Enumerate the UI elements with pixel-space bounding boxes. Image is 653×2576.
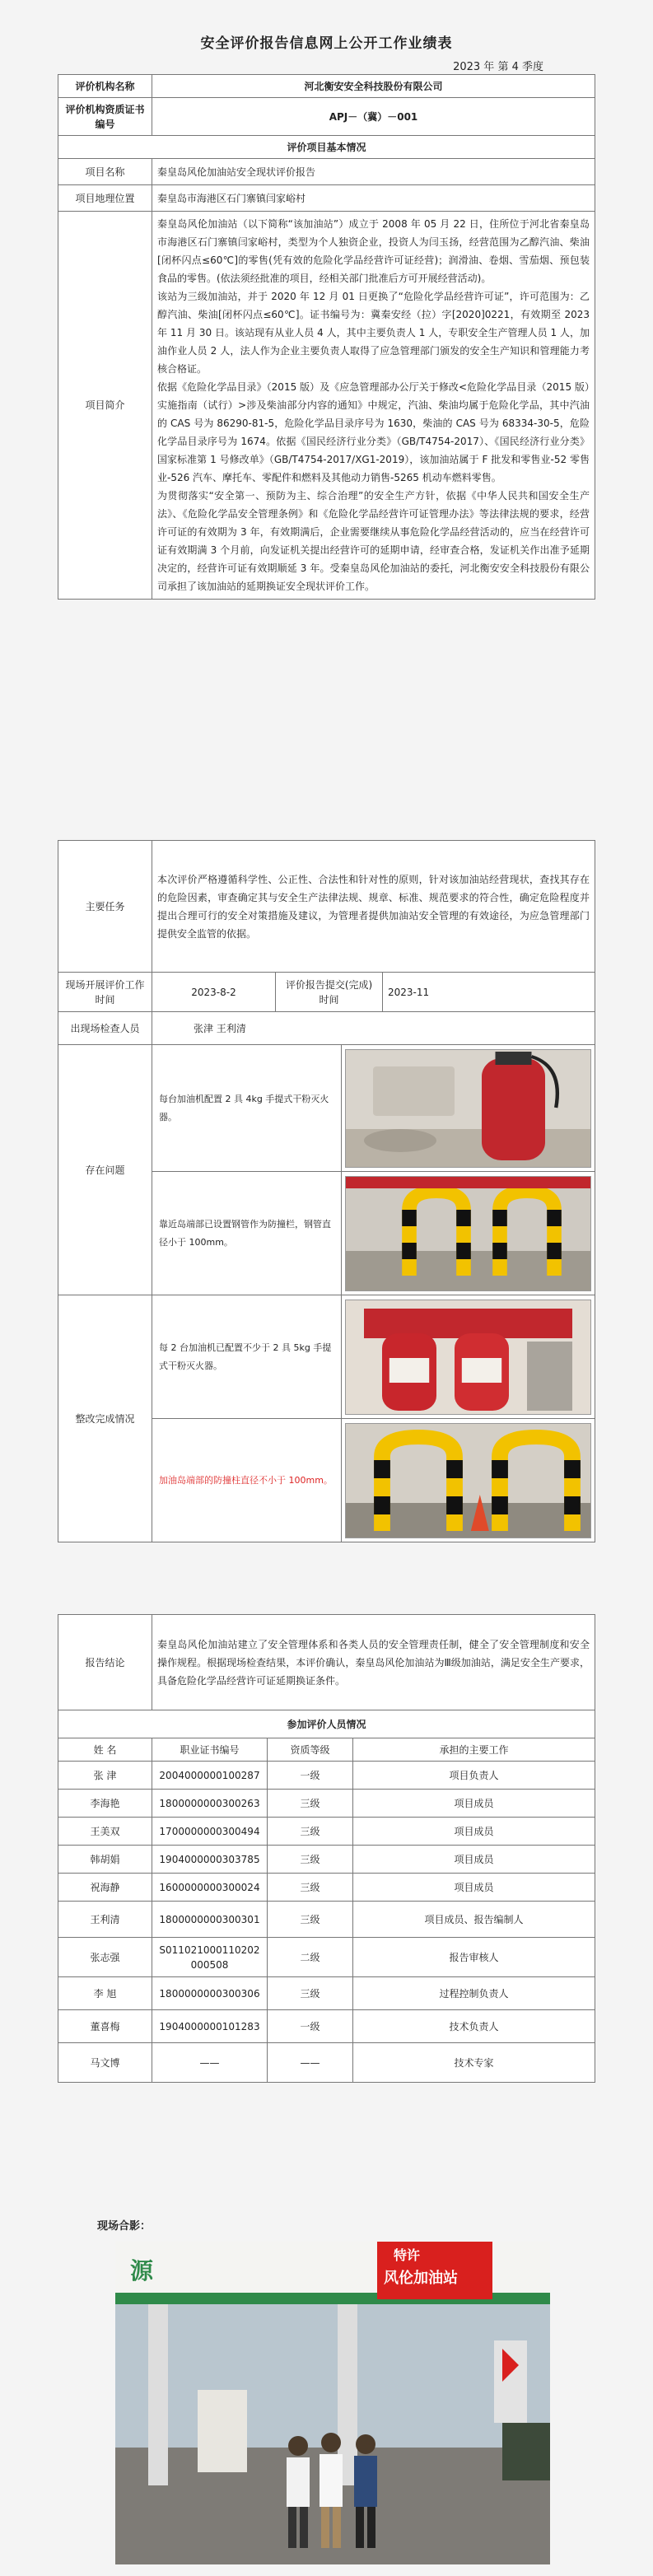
org-name: 河北衡安安全科技股份有限公司 xyxy=(152,75,595,98)
staff-level: 一级 xyxy=(268,2010,353,2043)
conclusion-label: 报告结论 xyxy=(58,1615,152,1710)
table-row xyxy=(58,2010,595,2043)
staff-level: 三级 xyxy=(268,1977,353,2010)
report-time-label: 评价报告提交(完成)时间 xyxy=(276,973,383,1012)
project-name-label: 项目名称 xyxy=(58,159,152,185)
task-text: 本次评价严格遵循科学性、公正性、合法性和针对性的原则，针对该加油站经营现状，查找其存在的危险因素，审查确定其与安全生产法律法规、规章、标准、规范要求的符合性，确定危险程度并提出合理可行的安全对策措施及建议，为管理者提供加油站安全管理的有效途径，为应急管理部门提供安全监管的依据。 xyxy=(152,841,595,973)
project-name: 秦皇岛风伦加油站安全现状评价报告 xyxy=(152,159,595,185)
staff-col-role: 承担的主要工作 xyxy=(353,1738,595,1762)
staff-name: 董喜梅 xyxy=(58,2010,152,2043)
staff-name: 韩胡娟 xyxy=(58,1846,152,1874)
staff-col-name: 姓 名 xyxy=(58,1738,152,1762)
issue-photo-extinguisher xyxy=(345,1049,591,1168)
staff-cert: 1800000000300301 xyxy=(152,1902,268,1938)
project-addr-label: 项目地理位置 xyxy=(58,185,152,212)
period-year: 2023 xyxy=(453,61,481,73)
project-addr: 秦皇岛市海港区石门寨镇闫家峪村 xyxy=(152,185,595,212)
table-row xyxy=(58,1874,595,1902)
staff-cert: S011021000110202000508 xyxy=(152,1938,268,1977)
staff-role: 项目成员 xyxy=(353,1818,595,1846)
period-year-unit: 年 xyxy=(483,61,495,73)
intro-paragraph: 秦皇岛风伦加油站（以下简称“该加油站”）成立于 2008 年 05 月 22 日，住所位于河北省秦皇岛市海港区石门寨镇闫家峪村，类型为个人独资企业，投资人为闫玉扬，经营范围为乙醇汽油、柴油[闭杯闪点≤60℃]的零售(凭有效的危险化学品经营许可证经营)；润滑油、卷烟、雪茄烟、预包装食品的零售。(依法须经批准的项目，经相关部门批准后方可开展经营活动)。 xyxy=(157,218,590,284)
basic-info-head: 评价项目基本情况 xyxy=(58,136,595,159)
task-table xyxy=(58,840,595,1542)
report-time-value: 2023-11 xyxy=(383,973,595,1012)
inspectors-label: 出现场检查人员 xyxy=(58,1012,152,1045)
staff-role: 项目成员 xyxy=(353,1846,595,1874)
photo-label: 现场合影： xyxy=(97,2220,152,2233)
staff-role: 项目成员 xyxy=(353,1790,595,1818)
period xyxy=(58,58,543,73)
staff-role: 项目成员 xyxy=(353,1874,595,1902)
table-row xyxy=(58,1790,595,1818)
staff-cert: 1904000000303785 xyxy=(152,1846,268,1874)
staff-name: 马文博 xyxy=(58,2043,152,2083)
staff-cert: 1600000000300024 xyxy=(152,1874,268,1902)
fix-item: 每 2 台加油机已配置不少于 2 具 5kg 手提式干粉灭火器。 xyxy=(152,1295,342,1419)
org-cert-label: 评价机构资质证书编号 xyxy=(58,98,152,136)
period-quarter: 第 4 季度 xyxy=(497,61,543,73)
fix-photo-extinguishers xyxy=(345,1300,591,1415)
staff-cert: 1904000000101283 xyxy=(152,2010,268,2043)
issue-item: 每台加油机配置 2 具 4kg 手提式干粉灭火器。 xyxy=(152,1045,342,1172)
intro-paragraph: 该站为三级加油站，并于 2020 年 12 月 01 日更换了“危险化学品经营许可证”，许可范围为：乙醇汽油、柴油[闭杯闪点≤60℃]。证书编号为：冀秦安经（拉）字[2020]0221，有效期至 2023 年 11 月 30 日。该站现有从业人员 4 人，其中主要负责人 1 人，专职安全生产管理人员 1 人，加油作业人员 2 人，法人作为企业主要负责人取得了应急管理部门颁发的安全生产知识和管理能力考核合格证。 xyxy=(157,291,590,375)
staff-level: 三级 xyxy=(268,1902,353,1938)
brand-logo: 源 xyxy=(130,2257,154,2284)
intro-paragraph: 为贯彻落实“安全第一、预防为主、综合治理”的安全生产方针，依据《中华人民共和国安全生产法》、《危险化学品安全管理条例》和《危险化学品经营许可证管理办法》等法律法规的要求，经营许可证的有效期为 3 年，有效期满后，企业需要继续从事危险化学品经营活动的，应当在经营许可证有效期满 3 个月前，向发证机关提出经营许可的延期申请，经审查合格，发证机关作出准予延期决定的，经营许可证有效期顺延 3 年。受秦皇岛风伦加油站的委托，河北衡安安全科技股份有限公司承担了该加油站的延期换证安全现状评价工作。 xyxy=(157,490,590,592)
staff-name: 张志强 xyxy=(58,1938,152,1977)
org-name-label: 评价机构名称 xyxy=(58,75,152,98)
conclusion-text: 秦皇岛风伦加油站建立了安全管理体系和各类人员的安全管理责任制，健全了安全管理制度和安全操作规程。根据现场检查结果，本评价确认，秦皇岛风伦加油站为Ⅲ级加油站，满足安全生产要求，具备危险化学品经营许可证延期换证条件。 xyxy=(152,1615,595,1710)
staff-name: 李 旭 xyxy=(58,1977,152,2010)
staff-head: 参加评价人员情况 xyxy=(58,1710,595,1738)
table-row xyxy=(58,1762,595,1790)
staff-cert: 1700000000300494 xyxy=(152,1818,268,1846)
org-cert: APJ－（冀）－001 xyxy=(152,98,595,136)
staff-name: 王利清 xyxy=(58,1902,152,1938)
staff-cert: 1800000000300263 xyxy=(152,1790,268,1818)
staff-name: 张 津 xyxy=(58,1762,152,1790)
staff-level: —— xyxy=(268,2043,353,2083)
staff-name: 李海艳 xyxy=(58,1790,152,1818)
staff-name: 祝海静 xyxy=(58,1874,152,1902)
staff-name: 王美双 xyxy=(58,1818,152,1846)
fixes-label: 整改完成情况 xyxy=(58,1295,152,1542)
inspectors-value: 张津 王利清 xyxy=(152,1012,595,1045)
project-intro xyxy=(152,212,595,600)
issues-label: 存在问题 xyxy=(58,1045,152,1295)
staff-role: 过程控制负责人 xyxy=(353,1977,595,2010)
sign-line2: 风伦加油站 xyxy=(384,2270,458,2287)
table-row xyxy=(58,1846,595,1874)
staff-level: 一级 xyxy=(268,1762,353,1790)
staff-table xyxy=(58,1738,595,2083)
staff-role: 技术负责人 xyxy=(353,2010,595,2043)
staff-cert: 2004000000100287 xyxy=(152,1762,268,1790)
conclusion-table xyxy=(58,1614,595,2083)
staff-level: 二级 xyxy=(268,1938,353,1977)
staff-role: 项目负责人 xyxy=(353,1762,595,1790)
staff-role: 技术专家 xyxy=(353,2043,595,2083)
table-row xyxy=(58,1977,595,2010)
staff-col-level: 资质等级 xyxy=(268,1738,353,1762)
table-row xyxy=(58,1818,595,1846)
staff-level: 三级 xyxy=(268,1874,353,1902)
staff-level: 三级 xyxy=(268,1818,353,1846)
fix-photo-bollard xyxy=(345,1423,591,1538)
fix-item: 加油岛端部的防撞柱直径不小于 100mm。 xyxy=(152,1419,342,1542)
project-intro-label: 项目简介 xyxy=(58,212,152,600)
group-photo xyxy=(115,2242,550,2564)
staff-cert: 1800000000300306 xyxy=(152,1977,268,2010)
issue-photo-bollard xyxy=(345,1176,591,1291)
staff-cert: —— xyxy=(152,2043,268,2083)
field-time-label: 现场开展评价工作时间 xyxy=(58,973,152,1012)
staff-level: 三级 xyxy=(268,1790,353,1818)
task-label: 主要任务 xyxy=(58,841,152,973)
table-row xyxy=(58,1902,595,1938)
staff-level: 三级 xyxy=(268,1846,353,1874)
staff-col-cert: 职业证书编号 xyxy=(152,1738,268,1762)
basic-info-table xyxy=(58,74,595,600)
intro-paragraph: 依据《危险化学品目录》（2015 版）及《应急管理部办公厅关于修改<危险化学品目录（2015 版）实施指南（试行）>涉及柴油部分内容的通知》中规定，汽油、柴油均属于危险化学品，其中汽油的 CAS 号为 86290-81-5，危险化学品目录序号为 1630，柴油的 CAS 号为 68334-30-5，危险化学品目录序号为 1674。依据《国民经济行业分类》（GB/T4754-2017）、《国民经济行业分类》国家标准第 1 号修改单》（GB/T4754-2017/XG1-2019），该加油站属于 F 批发和零售业-52 零售业-526 汽车、摩托车、零配件和燃料及其他动力销售-5265 机动车燃料零售。 xyxy=(157,381,590,483)
table-row xyxy=(58,1938,595,1977)
issue-item: 靠近岛端部已设置钢管作为防撞栏，钢管直径小于 100mm。 xyxy=(152,1172,342,1295)
staff-role: 报告审核人 xyxy=(353,1938,595,1977)
staff-role: 项目成员、报告编制人 xyxy=(353,1902,595,1938)
field-time-value: 2023-8-2 xyxy=(152,973,276,1012)
table-row xyxy=(58,2043,595,2083)
sign-line1: 特许 xyxy=(394,2247,421,2263)
page-title: 安全评价报告信息网上公开工作业绩表 xyxy=(200,35,453,52)
